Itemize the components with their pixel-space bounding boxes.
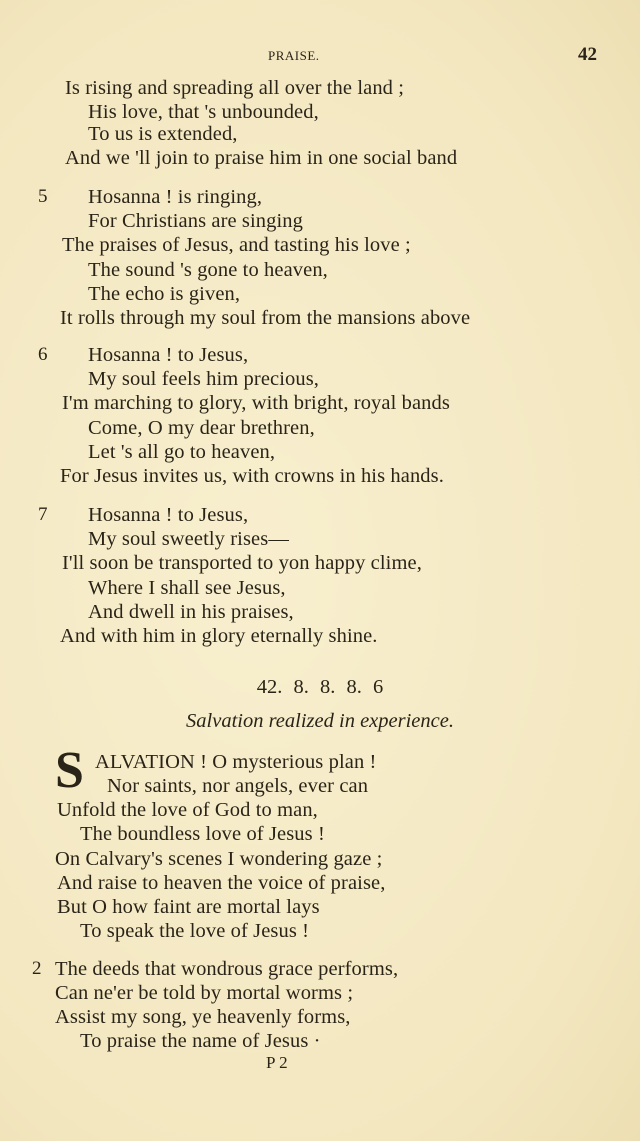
verse-line: For Jesus invites us, with crowns in his hands. (60, 465, 444, 487)
verse-line: Unfold the love of God to man, (57, 799, 318, 821)
running-header: PRAISE. (268, 48, 320, 63)
verse-line: Let 's all go to heaven, (88, 440, 276, 463)
verse-line: Can ne'er be told by mortal worms ; (55, 982, 354, 1004)
signature-mark: P 2 (266, 1053, 288, 1072)
drop-cap: S (55, 742, 84, 799)
verse-line: I'm marching to glory, with bright, royal bands (62, 392, 450, 415)
verse-line: It rolls through my soul from the mansions above (60, 307, 471, 329)
verse-line: Come, O my dear brethren, (88, 416, 315, 439)
verse-line: And dwell in his praises, (88, 600, 294, 623)
verse-line: On Calvary's scenes I wondering gaze ; (55, 848, 383, 870)
verse-line: I'll soon be transported to yon happy clime, (62, 552, 422, 575)
page-number: 42 (578, 44, 597, 65)
verse-line: His love, that 's unbounded, (88, 101, 319, 123)
verse-line: Nor saints, nor angels, ever can (107, 775, 369, 797)
verse-line: Where I shall see Jesus, (88, 576, 286, 599)
stanza-number: 7 (38, 504, 48, 525)
verse-line: The echo is given, (88, 282, 241, 305)
verse-line: My soul feels him precious, (88, 368, 320, 391)
verse-line: And we 'll join to praise him in one social band (65, 147, 458, 169)
verse-line: The praises of Jesus, and tasting his love ; (62, 234, 411, 257)
verse-line: And raise to heaven the voice of praise, (57, 872, 386, 894)
verse-line: And with him in glory eternally shine. (60, 625, 378, 647)
verse-line: To praise the name of Jesus · (80, 1030, 321, 1052)
verse-line: Is rising and spreading all over the land ; (65, 77, 405, 99)
verse-line: To speak the love of Jesus ! (80, 920, 310, 942)
verse-line: Hosanna ! to Jesus, (88, 344, 249, 366)
stanza-number: 2 (32, 958, 42, 979)
verse-line: Assist my song, ye heavenly forms, (55, 1006, 351, 1028)
verse-line: ALVATION ! O mysterious plan ! (95, 751, 377, 773)
verse-line: Hosanna ! to Jesus, (88, 504, 249, 526)
hymn-number-meter: 42. 8. 8. 8. 6 (256, 676, 384, 698)
hymn-subtitle: Salvation realized in experience. (186, 710, 454, 732)
verse-line: The deeds that wondrous grace performs, (55, 958, 399, 980)
stanza-number: 5 (38, 186, 48, 207)
verse-line: The boundless love of Jesus ! (80, 823, 325, 845)
verse-line: The sound 's gone to heaven, (88, 258, 328, 281)
verse-line: My soul sweetly rises— (88, 528, 289, 551)
verse-line: Hosanna ! is ringing, (88, 186, 263, 208)
stanza-number: 6 (38, 344, 48, 365)
verse-line: For Christians are singing (88, 210, 303, 233)
verse-line: But O how faint are mortal lays (57, 896, 320, 918)
verse-line: To us is extended, (88, 123, 238, 145)
